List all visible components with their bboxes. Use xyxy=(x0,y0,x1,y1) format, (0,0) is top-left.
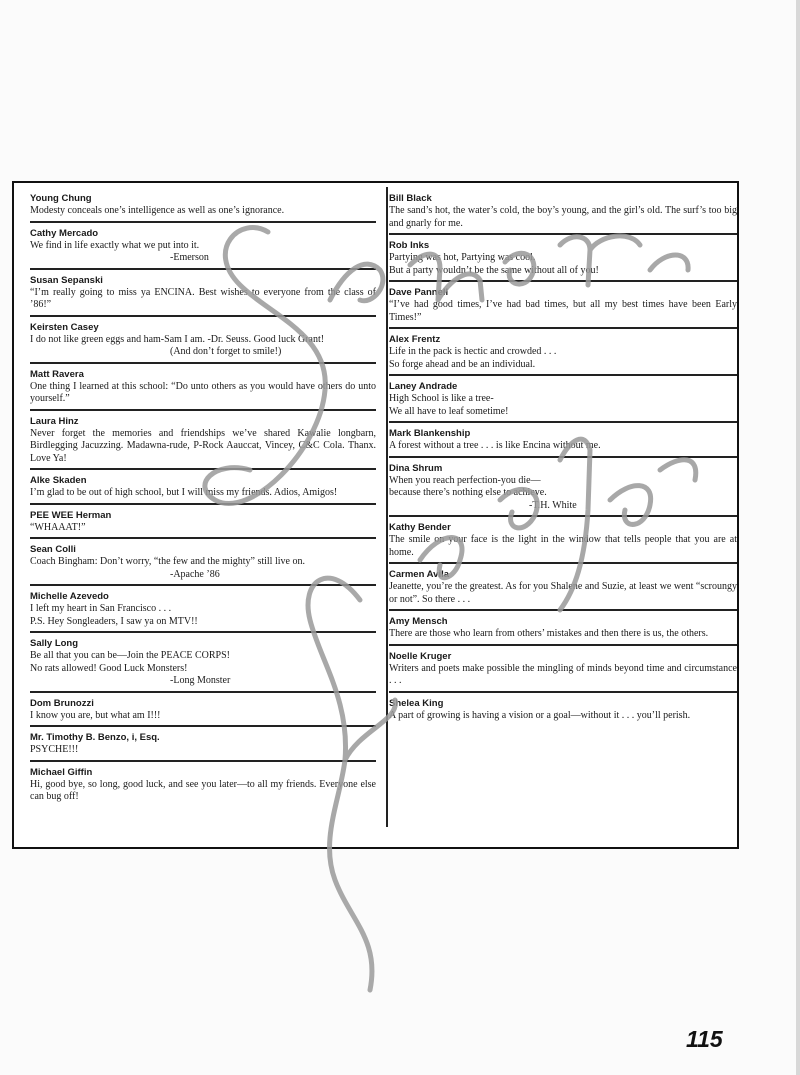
quote-text: The smile on your face is the light in the window that tells people that you are at home. xyxy=(389,534,737,558)
quote-entry xyxy=(30,416,376,471)
quote-text: A part of growing is having a vision or a goal—without it . . . you’ll perish. xyxy=(389,709,691,721)
student-name: Young Chung xyxy=(30,193,92,204)
quote-text: I know you are, but what am I!!! xyxy=(30,709,161,721)
quote-text: Hi, good bye, so long, good luck, and see you later—to all my friends. Everyone else can bug off! xyxy=(30,778,376,802)
quote-text: Modesty conceals one’s intelligence as well as one’s ignorance. xyxy=(30,205,285,216)
quote-text: So forge ahead and be an individual. xyxy=(389,358,536,370)
student-name: Mark Blankenship xyxy=(389,428,471,439)
quote-text: PSYCHE!!! xyxy=(30,744,79,755)
page-number: 115 xyxy=(686,1026,723,1052)
student-name: Rob Inks xyxy=(389,240,430,251)
quote-entry xyxy=(389,193,737,235)
student-name: Alke Skaden xyxy=(30,475,87,486)
quote-attribution: -Apache ’86 xyxy=(170,568,220,580)
student-name: Cathy Mercado xyxy=(30,227,99,239)
quote-entry xyxy=(30,369,376,411)
quote-entry xyxy=(30,475,376,505)
quote-entry xyxy=(389,616,737,646)
quote-text: The sand’s hot, the water’s cold, the boy’s young, and the girl’s old. The surf’s too big and gnarly for me. xyxy=(389,205,737,229)
quote-entry xyxy=(30,228,376,270)
quote-text: High School is like a tree- xyxy=(389,393,494,404)
quote-entry xyxy=(30,732,376,762)
quote-attribution: -T.H. White xyxy=(529,499,577,511)
quote-attribution: (And don’t forget to smile!) xyxy=(170,346,282,357)
quote-text: because there’s nothing else to achieve. xyxy=(389,487,547,498)
student-name: Dom Brunozzi xyxy=(30,697,94,709)
quote-text: One thing I learned at this school: “Do unto others as you would have others do unto yourself.” xyxy=(30,380,376,404)
quote-text: A forest without a tree . . . is like Encina without me. xyxy=(389,440,601,451)
quote-entry xyxy=(30,544,376,586)
quote-text: I left my heart in San Francisco . . . xyxy=(30,603,172,614)
student-name: Susan Sepanski xyxy=(30,274,103,286)
student-name: Laura Hinz xyxy=(30,415,79,427)
quote-text: “I’ve had good times, I’ve had bad times, but all my best times have been Early Times!” xyxy=(389,299,737,323)
quote-entry xyxy=(30,193,376,223)
quote-text: “WHAAAT!” xyxy=(30,521,86,533)
quote-text: But a party wouldn’t be the same without all of you! xyxy=(389,264,599,276)
quote-entry xyxy=(30,591,376,633)
student-name: PEE WEE Herman xyxy=(30,509,112,521)
student-name: Alex Frentz xyxy=(389,334,441,345)
quote-entry xyxy=(30,698,376,728)
quote-text: Partying was hot, Partying was cool. xyxy=(389,252,536,263)
student-name: Matt Ravera xyxy=(30,368,84,380)
quote-attribution: -Long Monster xyxy=(170,675,231,686)
student-name: Michael Giffin xyxy=(30,766,93,778)
quote-entry xyxy=(389,428,737,458)
quote-text: Coach Bingham: Don’t worry, “the few and the mighty” still live on. xyxy=(30,556,305,567)
student-name: Keirsten Casey xyxy=(30,321,99,333)
quote-text: We all have to leaf sometime! xyxy=(389,405,509,417)
quote-text: Writers and poets make possible the mingling of minds beyond time and circumstance . . . xyxy=(389,662,737,686)
student-name: Michelle Azevedo xyxy=(30,591,109,602)
quote-text: Never forget the memories and friendships we’ve shared Kawalie longbarn, Birdlegging Jacuzzing. Madawna-rude, P-Rock Aauccat, Vincey, C&C Cola. Thanx. Love Ya! xyxy=(30,427,376,464)
student-name: Kathy Bender xyxy=(389,522,451,533)
quote-text: P.S. Hey Songleaders, I saw ya on MTV!! xyxy=(30,615,198,627)
quote-text: No rats allowed! Good Luck Monsters! xyxy=(30,662,188,674)
quote-text: Life in the pack is hectic and crowded . . . xyxy=(389,346,557,357)
right-quotes-column xyxy=(389,193,737,730)
quote-text: I’m glad to be out of high school, but I will miss my friends. Adios, Amigos! xyxy=(30,487,338,498)
student-name: Carmen Avila xyxy=(389,569,450,580)
quote-entry xyxy=(389,698,737,726)
quote-entry xyxy=(389,381,737,423)
student-name: Shelea King xyxy=(389,697,444,709)
quote-text: “I’m really going to miss ya ENCINA. Best wishes to everyone from the class of ’86!” xyxy=(30,286,376,310)
quote-entry xyxy=(389,651,737,693)
student-name: Sally Long xyxy=(30,638,79,649)
quotes-frame xyxy=(12,181,739,849)
column-divider xyxy=(386,187,388,827)
quote-entry xyxy=(389,334,737,376)
page-edge xyxy=(796,0,800,1075)
student-name: Amy Mensch xyxy=(389,616,448,627)
left-quotes-column xyxy=(30,193,376,812)
student-name: Bill Black xyxy=(389,193,432,204)
quote-attribution: -Emerson xyxy=(170,252,209,263)
quote-entry xyxy=(389,463,737,518)
quote-text: I do not like green eggs and ham-Sam I am. -Dr. Seuss. Good luck Grant! xyxy=(30,333,325,345)
quote-entry xyxy=(389,569,737,611)
quote-entry xyxy=(30,638,376,693)
quote-text: When you reach perfection-you die— xyxy=(389,474,541,486)
quote-text: We find in life exactly what we put into it. xyxy=(30,239,200,251)
student-name: Dave Pannell xyxy=(389,287,449,298)
quote-text: Jeanette, you’re the greatest. As for you Shalene and Suzie, at least we went “scroungy or not”. So there . . . xyxy=(389,581,737,605)
quote-entry xyxy=(30,767,376,807)
student-name: Dina Shrum xyxy=(389,462,443,474)
quote-entry xyxy=(30,275,376,317)
student-name: Mr. Timothy B. Benzo, i, Esq. xyxy=(30,732,160,743)
quote-text: Be all that you can be—Join the PEACE CORPS! xyxy=(30,650,230,661)
quote-entry xyxy=(389,522,737,564)
quote-entry xyxy=(30,322,376,364)
student-name: Noelle Kruger xyxy=(389,650,452,662)
student-name: Sean Colli xyxy=(30,544,76,555)
quote-entry xyxy=(30,510,376,540)
quote-text: There are those who learn from others’ mistakes and then there is us, the others. xyxy=(389,628,709,639)
quote-entry xyxy=(389,287,737,329)
quote-entry xyxy=(389,240,737,282)
student-name: Laney Andrade xyxy=(389,381,458,392)
